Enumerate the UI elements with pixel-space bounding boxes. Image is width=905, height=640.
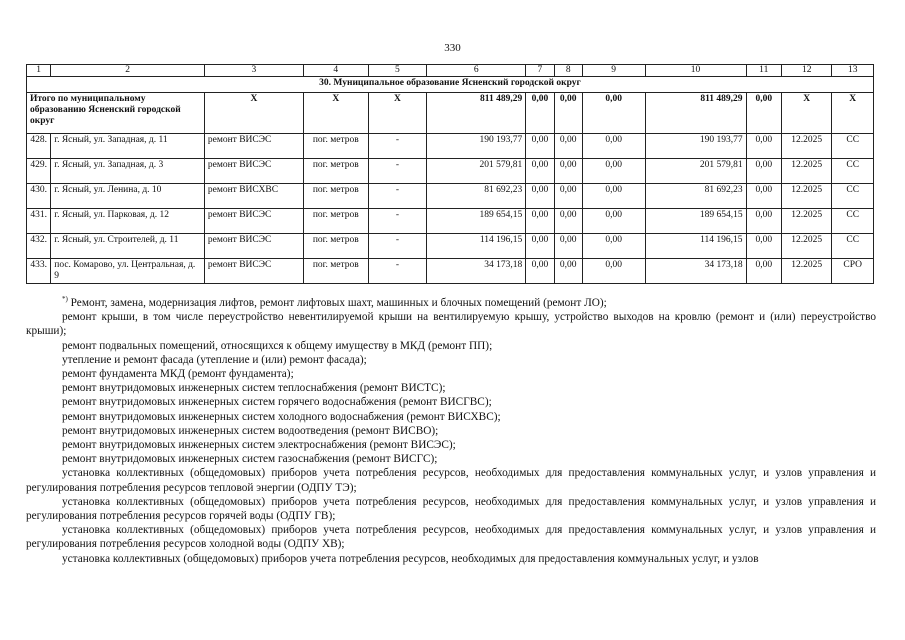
cell-c7: 0,00	[526, 134, 554, 159]
cell-c9: 0,00	[582, 259, 645, 284]
cell-num: 432.	[27, 234, 51, 259]
cell-c6: 34 173,18	[427, 259, 526, 284]
note-item	[26, 438, 876, 452]
cell-c7: 0,00	[526, 184, 554, 209]
cell-c11: 0,00	[746, 259, 781, 284]
note-text: установка коллективных (общедомовых) приборов учета потребления ресурсов, необходимых для предоставления коммунальных услуг, и узлов	[62, 552, 759, 565]
total-cell: X	[368, 93, 427, 134]
table-row	[27, 159, 874, 184]
column-number: 8	[554, 65, 582, 77]
cell-c13: СС	[832, 184, 874, 209]
column-number: 5	[368, 65, 427, 77]
note-item	[26, 381, 876, 395]
note-text: установка коллективных (общедомовых) приборов учета потребления ресурсов, необходимых для предоставления коммунальных услуг, и узлов управления и регулирования потребления ресурсов тепловой энергии (ОДПУ ТЭ);	[26, 467, 876, 494]
total-cell: X	[832, 93, 874, 134]
cell-work: ремонт ВИСЭС	[204, 209, 303, 234]
cell-c9: 0,00	[582, 159, 645, 184]
column-number: 6	[427, 65, 526, 77]
cell-c11: 0,00	[746, 209, 781, 234]
footnote-mark: *)	[62, 295, 68, 303]
total-cell: 811 489,29	[427, 93, 526, 134]
cell-c8: 0,00	[554, 234, 582, 259]
cell-c8: 0,00	[554, 184, 582, 209]
cell-c11: 0,00	[746, 134, 781, 159]
cell-num: 431.	[27, 209, 51, 234]
cell-work: ремонт ВИСХВС	[204, 184, 303, 209]
note-item	[26, 452, 876, 466]
note-item	[26, 466, 876, 494]
note-text: установка коллективных (общедомовых) приборов учета потребления ресурсов, необходимых для предоставления коммунальных услуг, и узлов управления и регулирования потребления ресурсов горячей воды (ОДПУ ГВ);	[26, 495, 876, 523]
cell-c6: 114 196,15	[427, 234, 526, 259]
note-text: ремонт внутридомовых инженерных систем теплоснабжения (ремонт ВИСТС);	[62, 382, 446, 395]
cell-c10: 34 173,18	[645, 259, 746, 284]
cell-c6: 190 193,77	[427, 134, 526, 159]
cell-c7: 0,00	[526, 159, 554, 184]
note-item	[26, 495, 876, 523]
cell-c13: СС	[832, 159, 874, 184]
total-cell: X	[781, 93, 832, 134]
table-row	[27, 134, 874, 159]
note-item	[26, 395, 876, 409]
note-text: ремонт подвальных помещений, относящихся к общему имуществу в МКД (ремонт ПП);	[62, 339, 493, 352]
page-number: 330	[444, 42, 461, 54]
cell-qty: -	[368, 184, 427, 209]
cell-work: ремонт ВИСЭС	[204, 134, 303, 159]
column-number: 10	[645, 65, 746, 77]
note-text: Ремонт, замена, модернизация лифтов, ремонт лифтовых шахт, машинных и блочных помещений (ремонт ЛО);	[70, 297, 607, 309]
cell-unit: пог. метров	[303, 134, 368, 159]
column-number-row	[27, 65, 874, 77]
cell-c7: 0,00	[526, 259, 554, 284]
note-item	[26, 339, 876, 353]
total-cell: 0,00	[554, 93, 582, 134]
note-item	[26, 367, 876, 381]
column-number: 2	[51, 65, 205, 77]
cell-c11: 0,00	[746, 184, 781, 209]
cell-c7: 0,00	[526, 234, 554, 259]
column-number: 4	[303, 65, 368, 77]
note-text: ремонт внутридомовых инженерных систем холодного водоснабжения (ремонт ВИСХВС);	[62, 410, 501, 423]
note-item	[26, 424, 876, 438]
total-cell: 0,00	[582, 93, 645, 134]
table-row	[27, 259, 874, 284]
column-number: 13	[832, 65, 874, 77]
cell-address: г. Ясный, ул. Западная, д. 11	[51, 134, 205, 159]
cell-qty: -	[368, 134, 427, 159]
column-number: 9	[582, 65, 645, 77]
cell-c8: 0,00	[554, 159, 582, 184]
cell-c11: 0,00	[746, 234, 781, 259]
cell-work: ремонт ВИСЭС	[204, 159, 303, 184]
cell-address: г. Ясный, ул. Западная, д. 3	[51, 159, 205, 184]
cell-address: г. Ясный, ул. Парковая, д. 12	[51, 209, 205, 234]
cell-unit: пог. метров	[303, 159, 368, 184]
section-title: 30. Муниципальное образование Ясненский городской округ	[27, 77, 874, 93]
table-row	[27, 209, 874, 234]
cell-c12: 12.2025	[781, 184, 832, 209]
cell-unit: пог. метров	[303, 184, 368, 209]
cell-work: ремонт ВИСЭС	[204, 259, 303, 284]
cell-c11: 0,00	[746, 159, 781, 184]
cell-address: г. Ясный, ул. Строителей, д. 11	[51, 234, 205, 259]
cell-c10: 81 692,23	[645, 184, 746, 209]
cell-c10: 189 654,15	[645, 209, 746, 234]
cell-qty: -	[368, 209, 427, 234]
cell-num: 428.	[27, 134, 51, 159]
cell-c12: 12.2025	[781, 134, 832, 159]
note-text: ремонт фундамента МКД (ремонт фундамента);	[62, 368, 294, 381]
cell-c9: 0,00	[582, 184, 645, 209]
cell-c6: 81 692,23	[427, 184, 526, 209]
section-row	[27, 77, 874, 93]
note-text: ремонт внутридомовых инженерных систем горячего водоснабжения (ремонт ВИСГВС);	[62, 396, 492, 409]
cell-c10: 190 193,77	[645, 134, 746, 159]
cell-num: 433.	[27, 259, 51, 284]
column-number: 3	[204, 65, 303, 77]
cell-address: г. Ясный, ул. Ленина, д. 10	[51, 184, 205, 209]
total-row	[27, 93, 874, 134]
cell-c6: 189 654,15	[427, 209, 526, 234]
cell-c12: 12.2025	[781, 259, 832, 284]
cell-address: пос. Комарово, ул. Центральная, д. 9	[51, 259, 205, 284]
cell-c13: СС	[832, 134, 874, 159]
note-item	[26, 353, 876, 367]
column-number: 11	[746, 65, 781, 77]
cell-c13: СС	[832, 234, 874, 259]
total-cell: X	[204, 93, 303, 134]
note-text: утепление и ремонт фасада (утепление и (или) ремонт фасада);	[62, 353, 367, 366]
table-row	[27, 184, 874, 209]
cell-c8: 0,00	[554, 259, 582, 284]
cell-c10: 201 579,81	[645, 159, 746, 184]
cell-c9: 0,00	[582, 234, 645, 259]
repair-program-table	[26, 64, 874, 284]
note-text: ремонт крыши, в том числе переустройство невентилируемой крыши на вентилируемую крышу, устройство выходов на кровлю (ремонт и (или) переустройство крыши);	[26, 311, 876, 338]
cell-c6: 201 579,81	[427, 159, 526, 184]
cell-qty: -	[368, 259, 427, 284]
column-number: 7	[526, 65, 554, 77]
table-row	[27, 234, 874, 259]
note-item	[26, 296, 876, 310]
note-item	[26, 410, 876, 424]
cell-c13: СРО	[832, 259, 874, 284]
total-cell: 0,00	[526, 93, 554, 134]
cell-c12: 12.2025	[781, 234, 832, 259]
cell-c8: 0,00	[554, 134, 582, 159]
cell-c9: 0,00	[582, 209, 645, 234]
note-text: ремонт внутридомовых инженерных систем электроснабжения (ремонт ВИСЭС);	[62, 439, 456, 452]
cell-qty: -	[368, 159, 427, 184]
total-cell: 811 489,29	[645, 93, 746, 134]
cell-unit: пог. метров	[303, 259, 368, 284]
total-cell: 0,00	[746, 93, 781, 134]
total-cell: X	[303, 93, 368, 134]
cell-c7: 0,00	[526, 209, 554, 234]
note-text: ремонт внутридомовых инженерных систем водоотведения (ремонт ВИСВО);	[62, 424, 439, 437]
note-item	[26, 552, 876, 566]
cell-c8: 0,00	[554, 209, 582, 234]
cell-c9: 0,00	[582, 134, 645, 159]
footnotes	[26, 296, 876, 566]
total-label: Итого по муниципальному образованию Ясненский городской округ	[27, 93, 205, 134]
column-number: 12	[781, 65, 832, 77]
cell-work: ремонт ВИСЭС	[204, 234, 303, 259]
note-text: установка коллективных (общедомовых) приборов учета потребления ресурсов, необходимых для предоставления коммунальных услуг, и узлов управления и регулирования потребления ресурсов холодной воды (ОДПУ ХВ);	[26, 524, 876, 551]
cell-num: 429.	[27, 159, 51, 184]
cell-c12: 12.2025	[781, 159, 832, 184]
column-number: 1	[27, 65, 51, 77]
cell-c10: 114 196,15	[645, 234, 746, 259]
note-text: ремонт внутридомовых инженерных систем газоснабжения (ремонт ВИСГС);	[62, 453, 438, 466]
cell-unit: пог. метров	[303, 234, 368, 259]
note-item	[26, 310, 876, 338]
cell-c12: 12.2025	[781, 209, 832, 234]
cell-qty: -	[368, 234, 427, 259]
cell-num: 430.	[27, 184, 51, 209]
note-item	[26, 523, 876, 551]
cell-unit: пог. метров	[303, 209, 368, 234]
cell-c13: СС	[832, 209, 874, 234]
